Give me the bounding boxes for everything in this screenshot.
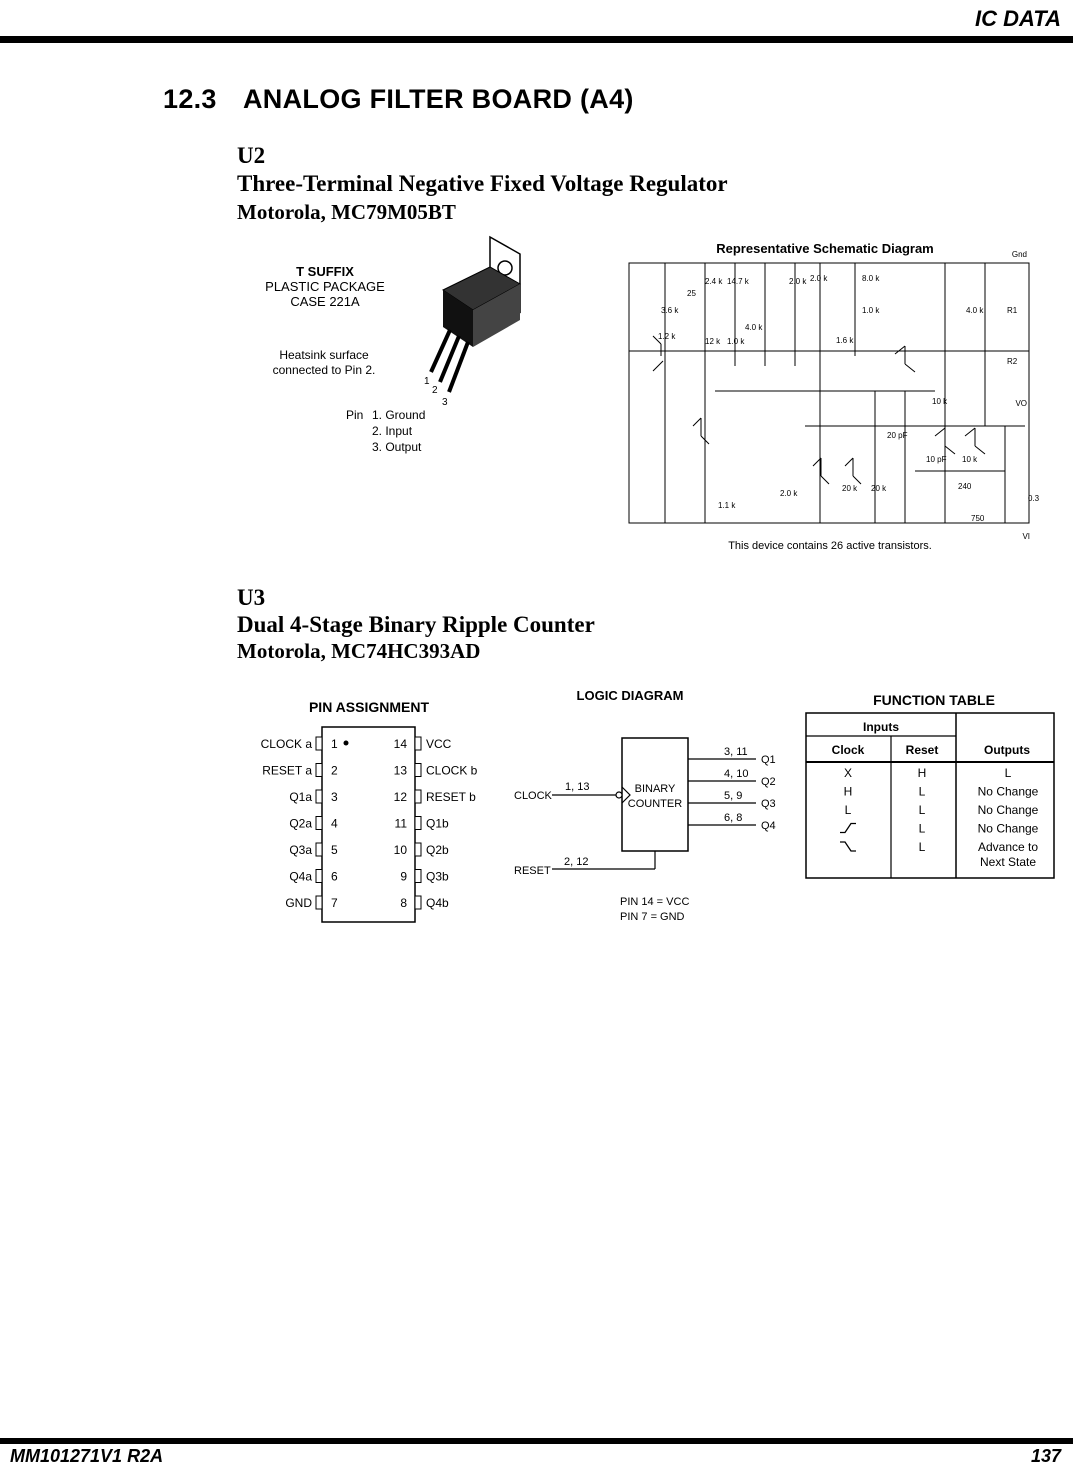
regulator-schematic [605, 236, 1045, 556]
output-pins: 3, 11 [724, 746, 748, 758]
r-2.0k-b: 2.0 k [810, 274, 828, 283]
output-pins: 6, 8 [724, 812, 743, 824]
pin7-note: PIN 7 = GND [620, 911, 685, 923]
ft-clock-cell: H [843, 784, 853, 799]
ft-output-cell: No Change [977, 803, 1039, 817]
pin-stub [316, 896, 322, 909]
pin-number-left: 6 [331, 869, 338, 884]
r-8.0k: 8.0 k [862, 274, 880, 283]
label-r1: R1 [1007, 306, 1018, 315]
pin-number-left: 3 [331, 790, 338, 804]
pin-number-left: 1 [331, 737, 338, 751]
pkg-line1: T SUFFIX [296, 264, 354, 279]
r-4.0k-b: 4.0 k [966, 306, 984, 315]
pin-name-right: Q2b [426, 843, 449, 857]
pin-label: Pin [346, 408, 364, 422]
node-vo: VO [1015, 399, 1027, 408]
pin-name-left: RESET a [262, 763, 312, 778]
pin-stub [316, 737, 322, 750]
output-name: Q2 [761, 776, 776, 788]
r-1.1k: 1.1 k [718, 501, 736, 510]
ft-reset-cell: H [917, 766, 927, 780]
pin-number-left: 7 [331, 896, 338, 910]
function-table-title: FUNCTION TABLE [873, 692, 995, 708]
pin-name-left: GND [285, 896, 312, 910]
lead-3: 3 [442, 397, 448, 408]
clock-header: Clock [831, 743, 865, 757]
output-pins: 4, 10 [724, 768, 749, 780]
pin3-label: 3. Output [372, 440, 422, 454]
inputs-header: Inputs [863, 720, 899, 734]
r-1.0k-b: 1.0 k [862, 306, 880, 315]
r-1.6k: 1.6 k [836, 336, 854, 345]
u3-ref: U3 [237, 585, 266, 610]
pin-name-right: Q3b [426, 869, 449, 884]
c-10pf: 10 pF [926, 455, 947, 464]
pin-number-right: 11 [394, 816, 407, 831]
r-20k-a: 20 k [842, 484, 858, 493]
pin-name-right: Q1b [426, 816, 449, 831]
header-title: IC DATA [975, 6, 1061, 31]
r-0.3: 0.3 [1028, 494, 1040, 503]
section-title: ANALOG FILTER BOARD (A4) [243, 84, 634, 114]
pin-stub [415, 896, 421, 909]
ft-clock-cell: X [843, 766, 853, 780]
output-pins: 5, 9 [724, 790, 743, 802]
lead-2: 2 [432, 385, 438, 396]
r-750: 750 [971, 514, 985, 523]
section-number: 12.3 [163, 84, 217, 114]
footer-page-number: 137 [1030, 1446, 1061, 1466]
pin-name-left: Q1a [289, 790, 312, 804]
r-10k-a: 10 k [932, 397, 948, 406]
pin-stub [415, 843, 421, 856]
pin-stub [415, 764, 421, 777]
pin2-label: 2. Input [372, 424, 413, 438]
r-4.0k: 4.0 k [745, 323, 763, 332]
to220-package-icon [431, 237, 520, 392]
pin14-note: PIN 14 = VCC [620, 896, 690, 908]
pin-number-left: 2 [331, 763, 338, 778]
u3-part: Motorola, MC74HC393AD [237, 639, 481, 663]
outputs-header: Outputs [984, 743, 1030, 757]
output-name: Q4 [761, 820, 776, 832]
pin-stub [415, 790, 421, 803]
pin-assignment [255, 690, 500, 930]
pin-stub [415, 870, 421, 883]
pin-name-right: Q4b [426, 896, 449, 910]
falling-edge-icon [840, 842, 856, 851]
pin-stub [316, 817, 322, 830]
pin1-dot-icon [344, 741, 349, 746]
clock-label: CLOCK [514, 790, 552, 802]
lead-1: 1 [424, 376, 430, 387]
pin1-label: 1. Ground [372, 408, 426, 422]
ft-reset-cell: L [918, 784, 926, 799]
pin-name-right: CLOCK b [426, 763, 478, 778]
schematic-title: Representative Schematic Diagram [716, 241, 934, 256]
node-vi: VI [1022, 532, 1030, 541]
pin-assignment-title: PIN ASSIGNMENT [308, 699, 430, 715]
output-name: Q1 [761, 754, 776, 766]
pin-stub [415, 737, 421, 750]
footer-rule [0, 1438, 1073, 1444]
pin-name-right: RESET b [426, 790, 476, 804]
pin-name-left: Q4a [289, 869, 312, 884]
block-label-1: BINARY [634, 783, 676, 795]
label-r2: R2 [1007, 357, 1018, 366]
rising-edge-icon [840, 824, 856, 833]
header-rule [0, 36, 1073, 43]
logic-diagram [512, 683, 782, 928]
ft-reset-cell: L [918, 840, 926, 854]
r-25: 25 [687, 289, 696, 298]
schematic-footnote: This device contains 26 active transistors. [728, 540, 932, 552]
r-12k: 12 k [705, 337, 721, 346]
clock-pins: 1, 13 [565, 781, 590, 793]
reset-header: Reset [905, 743, 939, 757]
r-240: 240 [958, 482, 972, 491]
section-heading [163, 84, 634, 115]
pin-number-right: 13 [393, 763, 407, 778]
u2-desc: Three-Terminal Negative Fixed Voltage Regulator [237, 171, 728, 196]
r-10k-b: 10 k [962, 455, 978, 464]
u3-desc: Dual 4-Stage Binary Ripple Counter [237, 612, 595, 637]
pkg-note2: connected to Pin 2. [272, 363, 376, 377]
pin-name-right: VCC [426, 737, 452, 751]
u2-part: Motorola, MC79M05BT [237, 200, 456, 224]
package-figure [258, 232, 598, 462]
pin-number-right: 12 [393, 790, 407, 804]
pin-name-left: Q2a [289, 816, 312, 831]
logic-diagram-title: LOGIC DIAGRAM [576, 688, 684, 703]
r-14.7k: 14.7 k [727, 277, 749, 286]
pkg-note1: Heatsink surface [279, 348, 369, 362]
pin-number-right: 10 [393, 843, 407, 857]
pin-stub [316, 790, 322, 803]
reset-label: RESET [514, 865, 551, 877]
ft-output-cell: Advance to [977, 840, 1039, 854]
r-1.0k: 1.0 k [727, 337, 745, 346]
ft-clock-cell: L [844, 803, 852, 817]
pin-number-right: 9 [400, 869, 407, 884]
ft-output-cell: L [1004, 766, 1012, 780]
r-2.0k-c: 2.0 k [780, 489, 798, 498]
node-gnd: Gnd [1011, 250, 1027, 259]
pin-stub [316, 764, 322, 777]
footer-doc-number: MM101271V1 R2A [10, 1446, 164, 1466]
ft-reset-cell: L [918, 821, 926, 836]
pin-stub [316, 870, 322, 883]
r-2.0k-a: 2.0 k [789, 277, 807, 286]
pin-stub [316, 843, 322, 856]
pkg-line3: CASE 221A [290, 294, 360, 309]
pin-number-left: 4 [331, 816, 338, 831]
ft-output-cell: No Change [977, 821, 1039, 836]
pin-name-left: Q3a [289, 843, 312, 857]
c-20pf: 20 pF [887, 431, 908, 440]
pin-number-left: 5 [331, 843, 338, 857]
r-20k-b: 20 k [871, 484, 887, 493]
u2-ref: U2 [237, 143, 266, 168]
ft-reset-cell: L [918, 803, 926, 817]
r-2.4k: 2.4 k [705, 277, 723, 286]
pin-number-right: 8 [400, 896, 407, 910]
block-label-2: COUNTER [627, 798, 683, 810]
r-3.6k: 3.6 k [661, 306, 679, 315]
output-name: Q3 [761, 798, 776, 810]
reset-pins: 2, 12 [564, 856, 589, 868]
pin-name-left: CLOCK a [260, 737, 312, 751]
ft-next-state: Next State [979, 855, 1037, 869]
r-1.2k: 1.2 k [658, 332, 676, 341]
pin-stub [415, 817, 421, 830]
pin-number-right: 14 [393, 737, 407, 751]
pkg-line2: PLASTIC PACKAGE [265, 279, 385, 294]
ft-output-cell: No Change [977, 784, 1039, 799]
function-table [800, 688, 1062, 883]
